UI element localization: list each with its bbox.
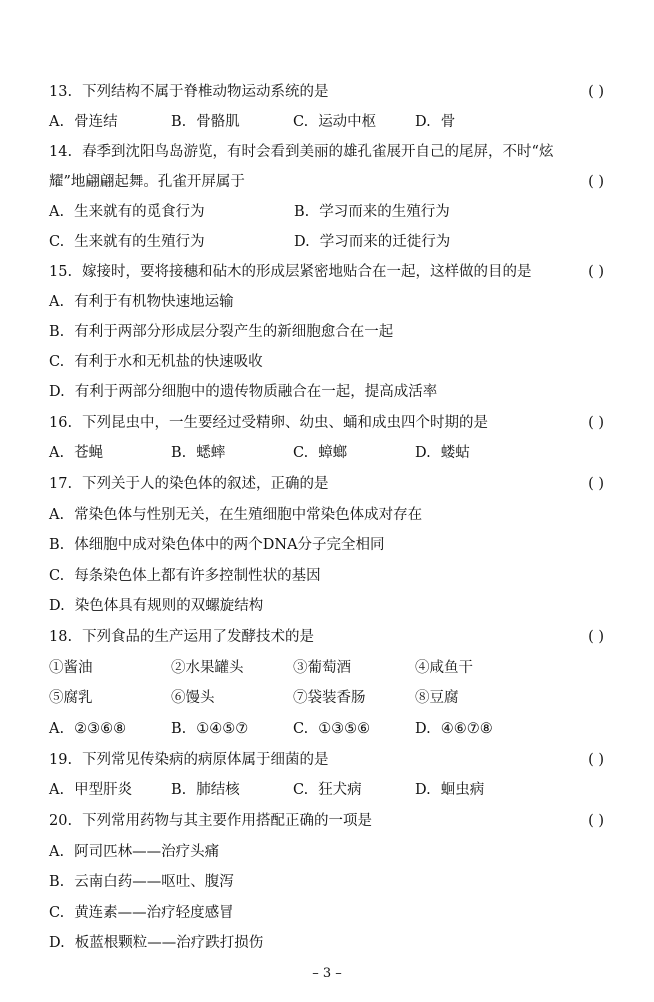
- question-text: 下列常见传染病的病原体属于细菌的是: [82, 752, 329, 768]
- question-text: 嫁接时，要将接穗和砧木的形成层紧密地贴合在一起，这样做的目的是: [82, 264, 532, 280]
- question-19-stem: [49, 748, 604, 772]
- question-number: 15.: [49, 264, 73, 280]
- option-b: B. ①④⑤⑦: [171, 721, 249, 737]
- question-18-items-row2: [49, 686, 604, 710]
- question-text: 春季到沈阳鸟岛游览，有时会看到美丽的雄孔雀展开自己的尾屏，不时“炫: [82, 144, 554, 160]
- answer-blank: ( ): [588, 813, 604, 829]
- option-c: C. 生来就有的生殖行为: [49, 234, 205, 250]
- question-17-option-a: A. 常染色体与性别无关，在生殖细胞中常染色体成对存在: [49, 507, 423, 523]
- answer-blank: ( ): [588, 174, 604, 190]
- question-16-stem: [49, 411, 604, 435]
- food-item: ①酱油: [49, 660, 93, 676]
- question-20-option-d: D. 板蓝根颗粒——治疗跌打损伤: [49, 935, 264, 951]
- option-b: B. 骨骼肌: [171, 114, 240, 130]
- answer-blank: ( ): [588, 629, 604, 645]
- food-item: ③葡萄酒: [293, 660, 351, 676]
- question-number: 18.: [49, 629, 73, 645]
- option-c: C. ①③⑤⑥: [293, 721, 371, 737]
- answer-blank: ( ): [588, 84, 604, 100]
- option-d: D. ④⑥⑦⑧: [415, 721, 493, 737]
- question-number: 20.: [49, 813, 73, 829]
- question-text: 下列昆虫中，一生要经过受精卵、幼虫、蛹和成虫四个时期的是: [82, 415, 489, 431]
- question-20-option-c: C. 黄连素——治疗轻度感冒: [49, 905, 234, 921]
- question-15-option-a: A. 有利于有机物快速地运输: [49, 294, 234, 310]
- option-d: D. 蛔虫病: [415, 782, 485, 798]
- question-text: 下列关于人的染色体的叙述，正确的是: [82, 476, 329, 492]
- question-20-stem: [49, 809, 604, 833]
- option-c: C. 蟑螂: [293, 445, 348, 461]
- option-c: C. 狂犬病: [293, 782, 362, 798]
- question-15-option-b: B. 有利于两部分形成层分裂产生的新细胞愈合在一起: [49, 324, 394, 340]
- question-13-options: [49, 110, 604, 134]
- question-18-items-row1: [49, 656, 604, 680]
- answer-blank: ( ): [588, 476, 604, 492]
- question-20-option-a: A. 阿司匹林——治疗头痛: [49, 844, 220, 860]
- option-d: D. 骨: [415, 114, 456, 130]
- question-14-options-row2: [49, 230, 604, 254]
- food-item: ⑤腐乳: [49, 690, 93, 706]
- question-number: 13.: [49, 84, 73, 100]
- answer-blank: ( ): [588, 264, 604, 280]
- question-14-options-row1: [49, 200, 604, 224]
- question-number: 14.: [49, 144, 73, 160]
- question-text: 下列食品的生产运用了发酵技术的是: [82, 629, 315, 645]
- page-number: – 3 –: [312, 966, 342, 981]
- question-16-options: [49, 441, 604, 465]
- question-15-option-d: D. 有利于两部分细胞中的遗传物质融合在一起，提高成活率: [49, 384, 438, 400]
- question-15-stem: [49, 260, 604, 284]
- question-text: 下列常用药物与其主要作用搭配正确的一项是: [82, 813, 373, 829]
- question-text: 耀”地翩翩起舞。孔雀开屏属于: [49, 174, 245, 190]
- question-17-option-b: B. 体细胞中成对染色体中的两个DNA分子完全相同: [49, 537, 385, 553]
- option-b: B. 蟋蟀: [171, 445, 226, 461]
- option-a: A. 甲型肝炎: [49, 782, 133, 798]
- food-item: ④咸鱼干: [415, 660, 473, 676]
- question-17-option-c: C. 每条染色体上都有许多控制性状的基因: [49, 568, 321, 584]
- question-number: 16.: [49, 415, 73, 431]
- answer-blank: ( ): [588, 752, 604, 768]
- food-item: ②水果罐头: [171, 660, 244, 676]
- question-14-stem: [49, 140, 604, 164]
- food-item: ⑧豆腐: [415, 690, 459, 706]
- question-19-options: [49, 778, 604, 802]
- question-15-option-c: C. 有利于水和无机盐的快速吸收: [49, 354, 263, 370]
- food-item: ⑦袋装香肠: [293, 690, 366, 706]
- option-a: A. 骨连结: [49, 114, 118, 130]
- question-20-option-b: B. 云南白药——呕吐、腹泻: [49, 874, 234, 890]
- option-a: A. 生来就有的觅食行为: [49, 204, 205, 220]
- question-13-stem: [49, 80, 604, 104]
- option-b: B. 学习而来的生殖行为: [294, 204, 450, 220]
- question-17-option-d: D. 染色体具有规则的双螺旋结构: [49, 598, 264, 614]
- option-b: B. 肺结核: [171, 782, 240, 798]
- question-number: 19.: [49, 752, 73, 768]
- option-d: D. 学习而来的迁徙行为: [294, 234, 451, 250]
- option-a: A. 苍蝇: [49, 445, 104, 461]
- question-text: 下列结构不属于脊椎动物运动系统的是: [82, 84, 329, 100]
- question-14-stem-cont: [49, 170, 604, 194]
- option-a: A. ②③⑥⑧: [49, 721, 127, 737]
- question-18-options: [49, 717, 604, 741]
- question-18-stem: [49, 625, 604, 649]
- question-17-stem: [49, 472, 604, 496]
- answer-blank: ( ): [588, 415, 604, 431]
- option-c: C. 运动中枢: [293, 114, 377, 130]
- option-d: D. 蝼蛄: [415, 445, 470, 461]
- question-number: 17.: [49, 476, 73, 492]
- food-item: ⑥馒头: [171, 690, 215, 706]
